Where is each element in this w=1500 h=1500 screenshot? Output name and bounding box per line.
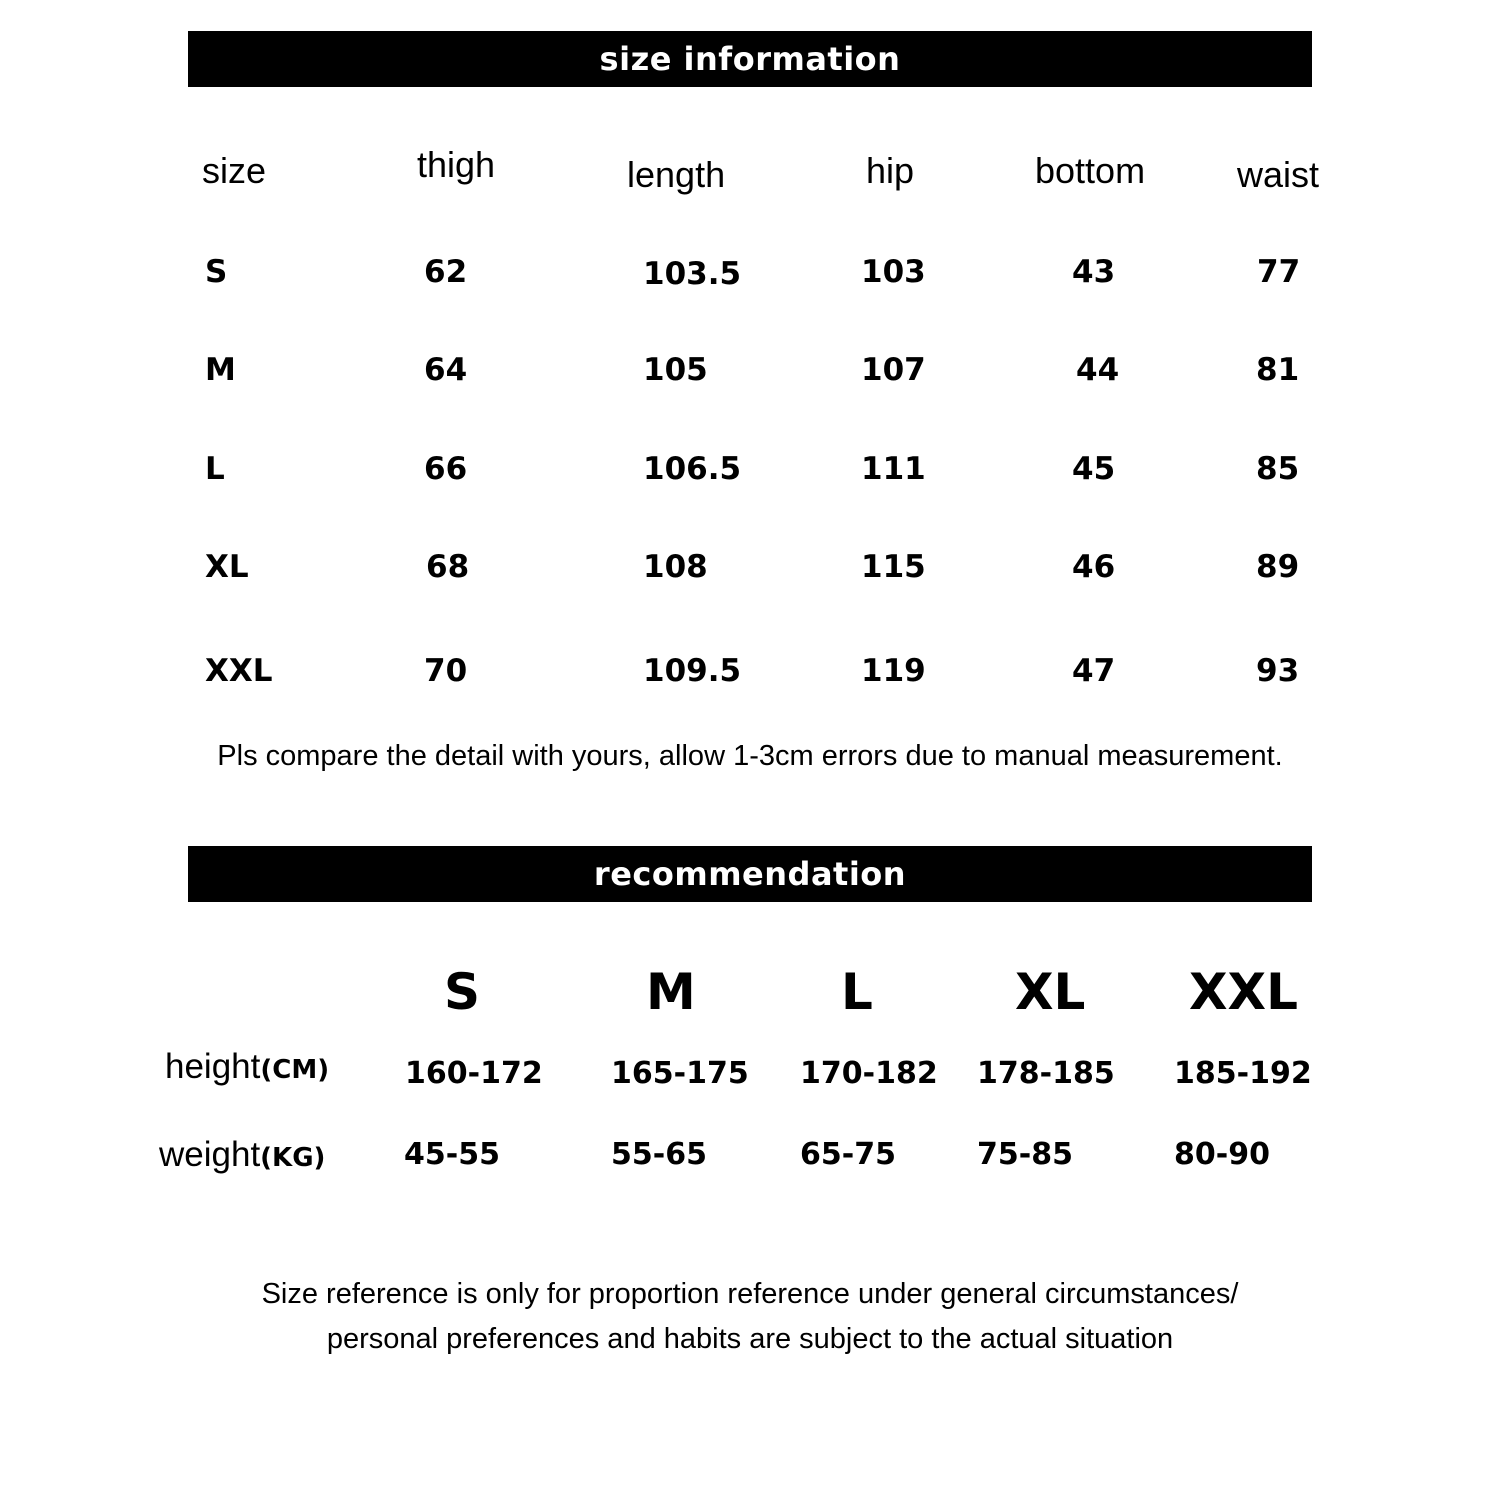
row-m-thigh: 64 <box>424 352 468 388</box>
row-xl-bottom: 46 <box>1072 549 1116 585</box>
header-bottom: bottom <box>1035 150 1146 191</box>
row-m-size: M <box>205 352 236 388</box>
height-xxl: 185-192 <box>1174 1056 1312 1091</box>
height-label: height <box>165 1047 261 1086</box>
row-l-size: L <box>205 451 225 487</box>
height-xl: 178-185 <box>977 1056 1115 1091</box>
weight-row-label <box>159 1135 325 1175</box>
weight-xxl: 80-90 <box>1174 1137 1270 1172</box>
row-xl-waist: 89 <box>1256 549 1300 585</box>
row-m-bottom: 44 <box>1076 352 1120 388</box>
rec-size-xl: XL <box>1015 963 1086 1021</box>
weight-label: weight <box>159 1135 261 1174</box>
header-length: length <box>627 154 726 195</box>
row-xxl-bottom: 47 <box>1072 653 1116 689</box>
row-l-waist: 85 <box>1256 451 1300 487</box>
row-s-waist: 77 <box>1257 254 1301 290</box>
size-information-title: size information <box>599 40 901 78</box>
row-xl-hip: 115 <box>861 549 926 585</box>
row-l-thigh: 66 <box>424 451 468 487</box>
header-thigh: thigh <box>417 144 496 185</box>
row-s-length: 103.5 <box>643 256 742 292</box>
rec-size-xxl: XXL <box>1189 963 1298 1021</box>
row-s-bottom: 43 <box>1072 254 1116 290</box>
row-xxl-hip: 119 <box>861 653 926 689</box>
rec-size-m: M <box>646 963 696 1021</box>
size-information-banner <box>188 31 1312 87</box>
row-xl-size: XL <box>205 549 249 585</box>
row-m-length: 105 <box>643 352 708 388</box>
weight-unit: (KG) <box>260 1143 326 1173</box>
header-hip: hip <box>866 150 915 191</box>
measurement-note: Pls compare the detail with yours, allow 1-3cm errors due to manual measurement. <box>217 740 1283 772</box>
row-xxl-size: XXL <box>205 653 273 689</box>
height-unit: (CM) <box>260 1055 330 1085</box>
height-s: 160-172 <box>405 1056 543 1091</box>
row-xxl-thigh: 70 <box>424 653 468 689</box>
height-l: 170-182 <box>800 1056 938 1091</box>
rec-size-s: S <box>444 963 481 1021</box>
recommendation-title: recommendation <box>593 855 907 893</box>
weight-m: 55-65 <box>611 1137 707 1172</box>
recommendation-banner <box>188 846 1312 902</box>
weight-l: 65-75 <box>800 1137 896 1172</box>
rec-size-l: L <box>841 963 873 1021</box>
row-l-bottom: 45 <box>1072 451 1116 487</box>
row-xxl-length: 109.5 <box>643 653 742 689</box>
row-m-hip: 107 <box>861 352 926 388</box>
row-s-thigh: 62 <box>424 254 468 290</box>
reference-note-line-2: personal preferences and habits are subject to the actual situation <box>326 1323 1174 1355</box>
row-l-hip: 111 <box>861 451 926 487</box>
row-m-waist: 81 <box>1256 352 1300 388</box>
weight-xl: 75-85 <box>977 1137 1073 1172</box>
header-waist: waist <box>1237 154 1320 195</box>
row-xxl-waist: 93 <box>1256 653 1300 689</box>
row-s-size: S <box>205 254 228 290</box>
header-size: size <box>202 150 267 191</box>
row-xl-length: 108 <box>643 549 708 585</box>
weight-s: 45-55 <box>404 1137 500 1172</box>
row-s-hip: 103 <box>861 254 926 290</box>
height-m: 165-175 <box>611 1056 749 1091</box>
row-xl-thigh: 68 <box>426 549 470 585</box>
reference-note-line-1: Size reference is only for proportion reference under general circumstances/ <box>261 1278 1239 1310</box>
height-row-label <box>165 1047 329 1087</box>
row-l-length: 106.5 <box>643 451 742 487</box>
